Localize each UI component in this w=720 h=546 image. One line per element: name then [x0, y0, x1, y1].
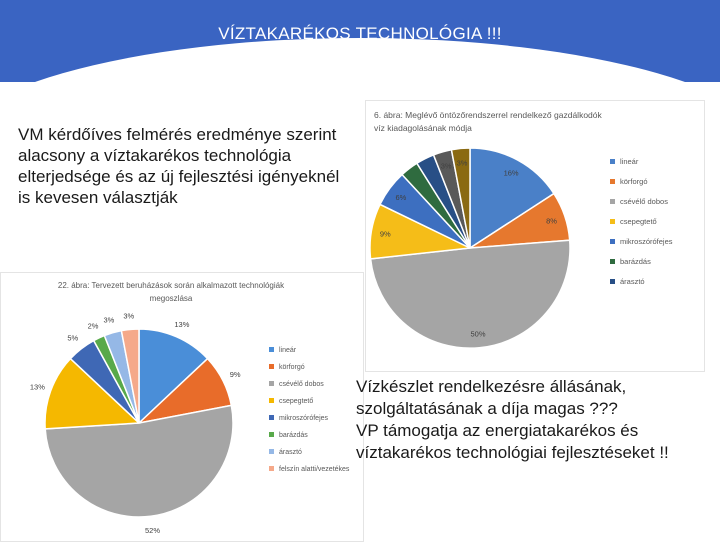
chart-2-legend-label-0: lineár — [279, 347, 297, 354]
chart-1-legend-swatch-4 — [610, 239, 615, 244]
chart-1-title-line-0: 6. ábra: Meglévő öntözőrendszerrel rendelkező gazdálkodók — [374, 110, 602, 120]
chart-2-legend-swatch-4 — [269, 415, 274, 420]
chart-2-data-label-5: 2% — [87, 321, 99, 331]
chart-1-legend-swatch-6 — [610, 279, 615, 284]
chart-1-data-label-0: 16% — [503, 168, 519, 178]
chart-2-legend-swatch-3 — [269, 398, 274, 403]
chart-2-legend-swatch-1 — [269, 364, 274, 369]
chart-2-data-label-2: 52% — [144, 526, 161, 536]
chart-2-data-label-7: 3% — [123, 311, 135, 321]
note-line-1: Vízkészlet rendelkezésre állásának, szolgáltatásának a díja magas ??? — [356, 377, 627, 418]
chart-2-legend-swatch-6 — [269, 449, 274, 454]
slide-title: VÍZTAKARÉKOS TECHNOLÓGIA !!! — [218, 24, 502, 43]
chart-1-legend-label-1: körforgó — [620, 177, 648, 186]
chart-1-data-label-8: 3% — [456, 158, 468, 168]
note-line-2: VP támogatja az energiatakarékos és víztakarékos technológiai fejlesztéseket !! — [356, 421, 669, 462]
chart-2-data-label-4: 5% — [67, 333, 79, 343]
pie-chart-planned-investments — [0, 272, 364, 542]
chart-1-data-label-1: 8% — [546, 216, 557, 226]
chart-2-data-label-0: 13% — [174, 319, 190, 329]
chart-1-legend-swatch-5 — [610, 259, 615, 264]
chart-2-legend-label-4: mikroszórófejes — [279, 415, 329, 422]
chart-2-legend-swatch-7 — [269, 466, 274, 471]
chart-1-legend-label-5: barázdás — [620, 257, 651, 266]
chart-1-data-label-4: 6% — [395, 192, 407, 202]
chart-2-legend-label-6: árasztó — [279, 449, 302, 456]
chart-1-data-label-7: 3% — [440, 161, 452, 171]
chart-2-legend-label-3: csepegtető — [279, 398, 314, 405]
chart-1-legend-swatch-0 — [610, 159, 615, 164]
chart-1-legend-swatch-3 — [610, 219, 615, 224]
header-curve — [0, 38, 720, 82]
chart-1-legend-swatch-2 — [610, 199, 615, 204]
chart-2-legend-label-7: felszín alatti/vezetékes — [279, 466, 350, 473]
chart-2-legend-swatch-0 — [269, 347, 274, 352]
chart-2-legend-label-5: barázdás — [279, 432, 308, 439]
chart-2-title-line-0: 22. ábra: Tervezett beruházások során alkalmazott technológiák — [57, 281, 285, 290]
pie-chart-2-svg — [1, 273, 363, 541]
chart-2-legend-label-1: körforgó — [279, 364, 305, 371]
chart-2-title-line-1: megoszlása — [149, 294, 193, 303]
chart-2-legend-label-2: csévélő dobos — [279, 381, 324, 388]
chart-2-legend-swatch-5 — [269, 432, 274, 437]
chart-1-legend-label-0: lineár — [620, 157, 639, 166]
chart-1-data-label-3: 9% — [379, 229, 391, 239]
chart-1-legend-label-2: csévélő dobos — [620, 197, 668, 206]
pie-chart-existing-systems — [365, 100, 705, 372]
chart-2-legend-swatch-2 — [269, 381, 274, 386]
chart-2-data-label-6: 3% — [103, 315, 115, 325]
intro-text: VM kérdőíves felmérés eredménye szerint alacsony a víztakarékos technológia elterjedsége és az új fejlesztési igényeknél is kevesen választják — [18, 125, 340, 207]
chart-1-data-label-2: 50% — [470, 329, 486, 339]
chart-1-legend-label-3: csepegtető — [620, 217, 657, 226]
header-bar — [0, 0, 720, 82]
note-text — [356, 376, 718, 464]
chart-2-data-label-3: 13% — [29, 382, 45, 392]
pie-chart-1-svg — [366, 101, 704, 371]
chart-1-legend-label-6: árasztó — [620, 277, 645, 286]
chart-1-legend-swatch-1 — [610, 179, 615, 184]
chart-2-data-label-1: 9% — [229, 370, 241, 379]
chart-1-title-line-1: víz kiadagolásának módja — [374, 123, 472, 133]
chart-1-legend-label-4: mikroszórófejes — [620, 237, 673, 246]
